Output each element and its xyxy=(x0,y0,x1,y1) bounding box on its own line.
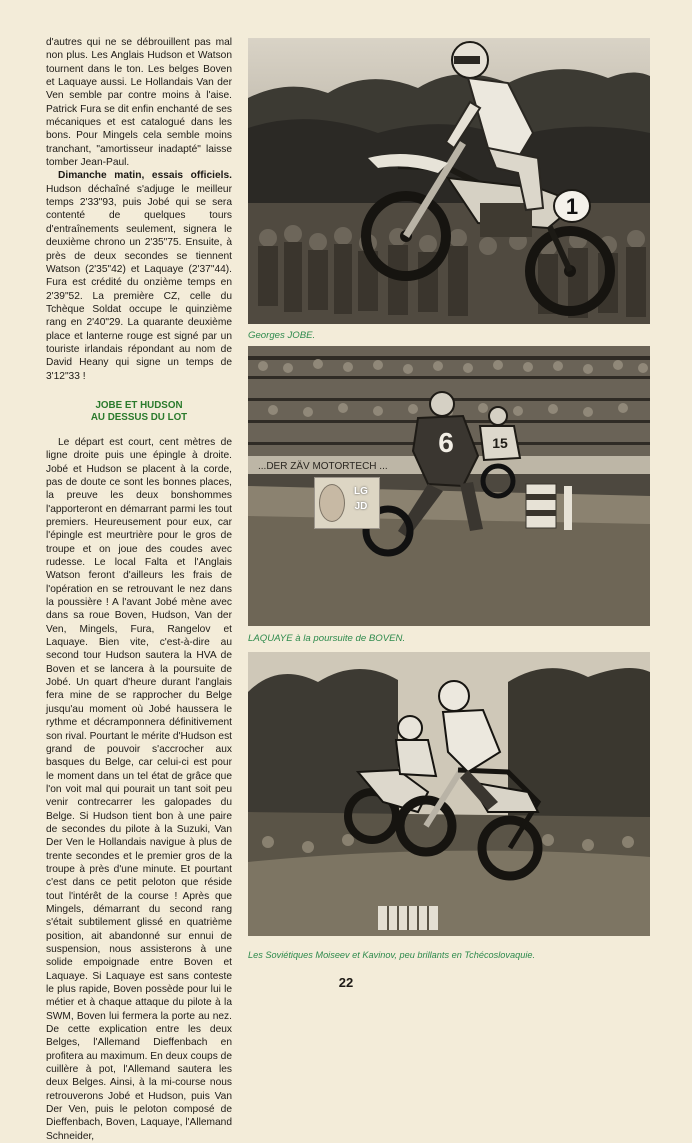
number-plate-text: 1 xyxy=(565,194,579,219)
caption-photo-3: Les Soviétiques Moiseev et Kavinov, peu brillants en Tchécoslovaquie. xyxy=(248,950,536,960)
section-heading-line1: JOBE ET HUDSON xyxy=(95,399,183,411)
photo-moiseev-kavinov xyxy=(248,652,650,936)
section-heading xyxy=(46,400,232,424)
stamp-line2: JD xyxy=(354,501,368,512)
rider-number-back: 15 xyxy=(492,435,508,451)
paragraph-3: Le départ est court, cent mètres de ligne droite puis une épingle à droite. Jobé et Hudson se placent à la corde, pas de doute ce sont les bonnes places, la preuve les deux bonshommes l'apporteront en démarrant parmi les tout premiers. Heureusement pour eux, car l'épingle est meurtrière pour le gros de troupe et on joue des coudes avec rudesse. Le local Falta et l'Anglais Watson feront d'ailleurs les frais de l'opération en se retrouvant le nez dans la poussière ! A l'avant Jobé mène avec dans sa roue Boven, Hudson, Van der Ven, Mingels, Fura, Rangelov et Laquaye. Bien vite, c'est-à-dire au second tour Hudson sautera la HVA de Boven et se lancera à la poursuite de Jobé. Un quart d'heure durant l'anglais fera mine de se rapprocher du Belge jusqu'au moment où Jobé haussera le rythme et décramponnera définitivement son rival. Pourtant le mérite d'Hudson est grand de pouvoir s'accrocher aux basques du Belge, car celui-ci est pour le moment dans un tel état de grâce que l'on voit mal qui pourait un tant soit peu venir contrecarrer les galopades du Belge. Si Hudson tient bon à une paire de secondes du pilote à la Suzuki, Van Der Ven le Hollandais navigue à plus de trente secondes et le premier gros de la troupe à près d'une minute. Et pourtant c'est dans ce petit peloton que réside tout l'intérêt de la course ! Après que Mingels, démarrant du second rang s'était subtilement glissé en quatrième position, ait abandonné sur ennui de suspension, nous assisterons à une solide empoignade entre Boven et Laquaye. Si Laquaye est sans conteste le plus rapide, Boven possède pour lui le métier et à chaque attaque du pilote à la SWM, Boven lui fermera la porte au nez. De cette explication entre les deux Belges, l'Allemand Dieffenbach en profitera au maximum. En deux coups de cuillère à pot, l'Allemand sautera les deux Belges. Ainsi, à la mi-course nous retrouverons Jobé et Hudson, puis Van Der Ven, puis le peloton composé de Dieffenbach, Boven, Laquaye, l'Allemand Schneider, xyxy=(46,436,232,1142)
banner-text: ...DER ZÄV MOTORTECH ... xyxy=(258,461,388,472)
paragraph-2-lead: Dimanche matin, essais officiels. xyxy=(58,170,232,182)
photo-jobe-image xyxy=(248,38,650,324)
photo-jobe xyxy=(248,38,650,324)
photo-laquaye-boven-image xyxy=(248,346,650,626)
portrait-face-icon xyxy=(319,484,345,522)
caption-photo-1: Georges JOBE. xyxy=(248,330,316,341)
paragraph-1: d'autres qui ne se débrouillent pas mal non plus. Les Anglais Hudson et Watson tournent dans le ton. Les belges Boven et Laquaye aussi. Le Hollandais Van der Ven semble par contre moins à l'aise. Patrick Fura se dit enfin enchanté de ses mécaniques et est catalogué dans les bons. Pour Mingels cela semble moins tranchant, "amortisseur inadapté" laisse tomber Jean-Paul. xyxy=(46,37,232,169)
stamp-line1: LG xyxy=(354,486,368,497)
caption-photo-2: LAQUAYE à la poursuite de BOVEN. xyxy=(248,633,406,644)
section-heading-line2: AU DESSUS DU LOT xyxy=(90,411,188,423)
photo-laquaye-boven xyxy=(248,346,650,626)
page-number: 22 xyxy=(338,975,354,990)
paragraph-2 xyxy=(46,169,232,383)
stamp-label xyxy=(347,484,375,514)
paragraph-2-body: Hudson déchaîné s'adjuge le meilleur temps 2'33"93, puis Jobé qui se sera contenté de quelques tours d'entraînements seulement, signera le deuxième chrono un 2'35"75. Ensuite, à près de deux secondes se tiennent Watson (2'35"42) et Laquaye (2'37"44). Fura est crédité du onzième temps en 2'39"52. La première CZ, celle du Tchèque Soldat occupe le quinzième rang en 2'40"29. La quarante deuxième place et lanterne rouge est signé par un touriste irlandais répondant au nom de David Heany qui signe un temps de 3'12"33 ! xyxy=(46,183,232,382)
library-stamp xyxy=(314,477,380,529)
rider-number-front: 6 xyxy=(438,427,454,458)
photo-moiseev-kavinov-image xyxy=(248,652,650,936)
